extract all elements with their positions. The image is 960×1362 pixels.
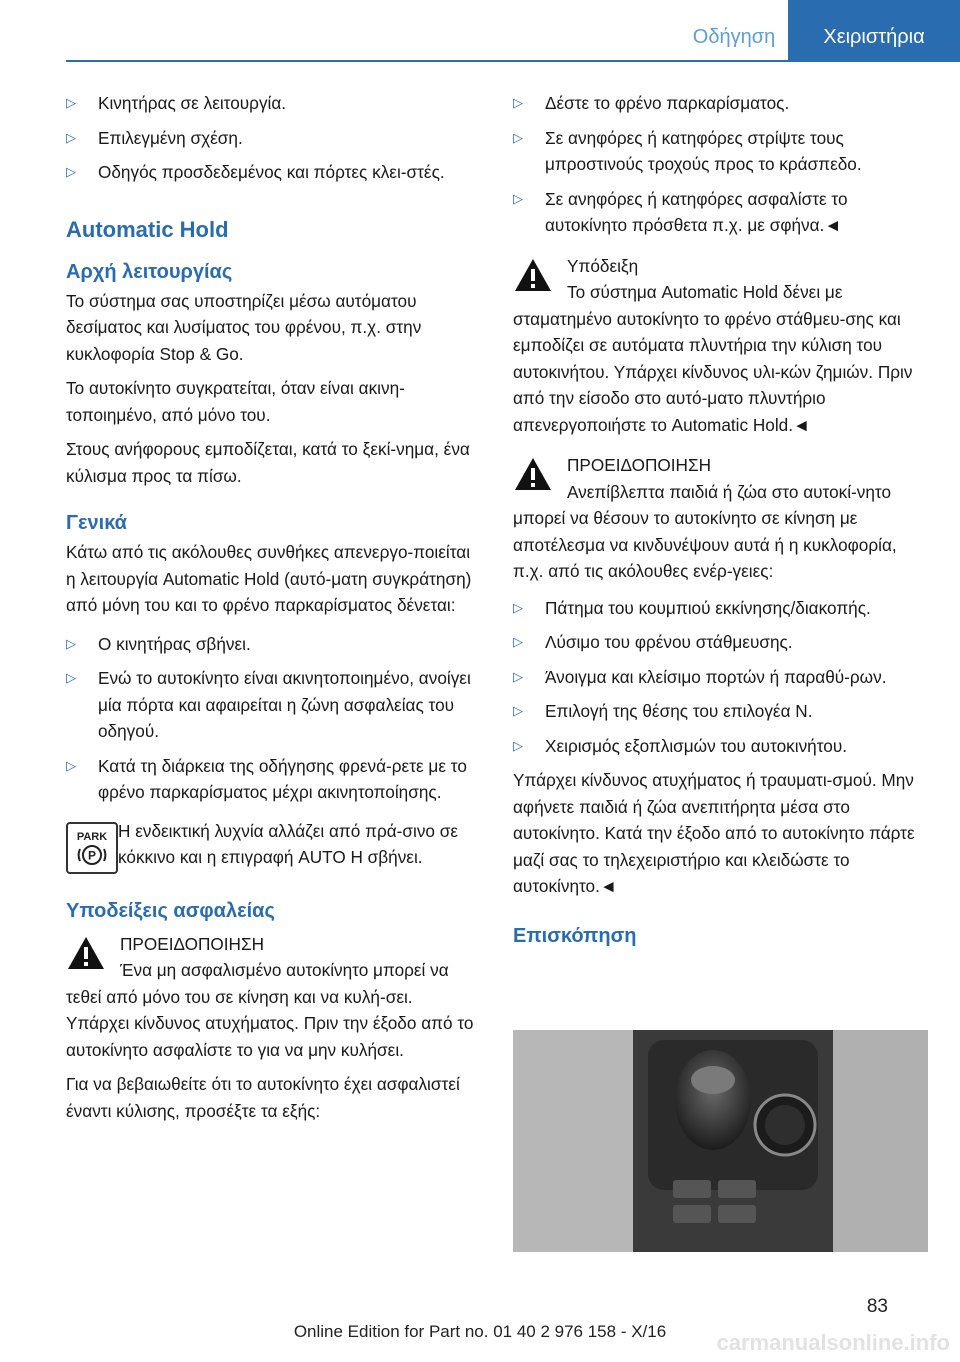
park-note-text: Η ενδεικτική λυχνία αλλάζει από πρά‐σινο σε κόκκινο και η επιγραφή AUTO H σβήνει. (118, 820, 459, 867)
list-item: ▷ Χειρισμός εξοπλισμών του αυτοκινήτου. (513, 733, 925, 760)
list-item: ▷ Σε ανηφόρες ή κατηφόρες ασφαλίστε το αυτοκίνητο πρόσθετα π.χ. με σφήνα.◄ (513, 186, 925, 239)
list-item: ▷ Δέστε το φρένο παρκαρίσματος. (513, 90, 925, 117)
triangle-bullet-icon: ▷ (66, 95, 76, 110)
triangle-bullet-icon: ▷ (513, 95, 523, 110)
triangle-bullet-icon: ▷ (513, 129, 523, 145)
list-item: ▷ Άνοιγμα και κλείσιμο πορτών ή παραθύ‐ρων. (513, 664, 925, 691)
tab-driving[interactable]: Οδήγηση (692, 26, 776, 48)
warning-block (513, 452, 925, 585)
principle-paragraph: Στους ανήφορους εμποδίζεται, κατά το ξεκί‐νημα, ένα κύλισμα προς τα πίσω. (66, 439, 470, 486)
hint-label: Υπόδειξη (567, 255, 639, 276)
triangle-bullet-icon: ▷ (513, 668, 523, 684)
triangle-bullet-icon: ▷ (66, 635, 76, 651)
park-indicator-note (66, 818, 476, 871)
park-brake-icon (66, 822, 118, 874)
warning-block (66, 931, 476, 1064)
list-item: ▷ Λύσιμο του φρένου στάθμευσης. (513, 629, 925, 656)
list-item: ▷ Κινητήρας σε λειτουργία. (66, 90, 476, 117)
park-icon-label: PARK (76, 830, 108, 843)
warning-text: Ανεπίβλεπτα παιδιά ή ζώα στο αυτοκί‐νητο μπορεί να θέσουν το αυτοκίνητο σε κίνηση με αποτέλεσμα να κινδυνέψουν αυτά ή η κυκλοφορία, π.χ. από τις ακόλουθες ενέρ‐γειες: (513, 481, 897, 581)
list-item: ▷ Ο κινητήρας σβήνει. (66, 631, 476, 658)
page-number: 83 (866, 1296, 888, 1317)
general-paragraph: Κάτω από τις ακόλουθες συνθήκες απενεργο‐ποιείται η λειτουργία Automatic Hold (αυτό‐ματη συγκράτηση) από μόνη του και το φρένο παρκαρίσματος δένεται: (66, 542, 472, 615)
triangle-bullet-icon: ▷ (513, 737, 523, 753)
list-item: ▷ Οδηγός προσδεδεμένος και πόρτες κλει‐στές. (66, 159, 476, 186)
safety-paragraph: Για να βεβαιωθείτε ότι το αυτοκίνητο έχει ασφαλιστεί έναντι κύλισης, προσέξτε τα εξής: (66, 1074, 460, 1121)
warning-label: ΠΡΟΕΙΔΟΠΟΙΗΣΗ (120, 933, 264, 954)
triangle-bullet-icon: ▷ (513, 634, 523, 649)
list-item: ▷ Πάτημα του κουμπιού εκκίνησης/διακοπής. (513, 595, 925, 622)
warning-triangle-icon (513, 257, 553, 293)
warning-text: Ένα μη ασφαλισμένο αυτοκίνητο μπορεί να τεθεί από μόνο του σε κίνηση και να κυλή‐σει. Υπάρχει κίνδυνος ατυχήματος. Πριν την έξοδο από το αυτοκίνητο ασφαλίστε το για να μην κυλήσει. (66, 960, 474, 1060)
triangle-bullet-icon: ▷ (66, 670, 76, 685)
list-item: ▷ Ενώ το αυτοκίνητο είναι ακινητοποιημένο, ανοίγει μία πόρτα και αφαιρείται η ζώνη ασφαλείας του οδηγού. (66, 665, 476, 745)
triangle-bullet-icon: ▷ (513, 599, 523, 615)
hint-block (513, 253, 925, 439)
center-console-photo (513, 1030, 928, 1252)
heading-overview: Επισκόπηση (513, 924, 637, 947)
heading-principle: Αρχή λειτουργίας (66, 260, 233, 283)
left-column (66, 90, 476, 1132)
hint-text: Το σύστημα Automatic Hold δένει με σταματημένο αυτοκίνητο το φρένο στάθμευ‐σης και εμποδίζει σε αυτόματα πλυντήρια την κύλιση του αυτοκινήτου. Υπάρχει κίνδυνος υλι‐κών ζημιών. Πριν από την είσοδο στο αυτό‐ματο πλυντήριο απενεργοποιήστε το Automatic Hold.◄ (513, 282, 913, 435)
closing-paragraph: Υπάρχει κίνδυνος ατυχήματος ή τραυματι‐σμού. Μην αφήνετε παιδιά ή ζώα ανεπιτήρητα μέσα στο αυτοκίνητο. Κατά την έξοδο από το αυτοκίνητο πάρτε μαζί σας το τηλεχειριστήριο και κλειδώστε το αυτοκίνητο.◄ (513, 770, 915, 896)
list-item: ▷ Επιλεγμένη σχέση. (66, 125, 476, 152)
right-column (513, 90, 925, 950)
triangle-bullet-icon: ▷ (66, 164, 76, 179)
triangle-bullet-icon: ▷ (513, 190, 523, 206)
warning-triangle-icon (513, 456, 553, 492)
header-divider (66, 60, 892, 62)
warning-triangle-icon (66, 935, 106, 971)
triangle-bullet-icon: ▷ (66, 757, 76, 773)
principle-paragraph: Το αυτοκίνητο συγκρατείται, όταν είναι ακινη‐τοποιημένο, από μόνο του. (66, 378, 405, 425)
heading-safety: Υποδείξεις ασφαλείας (66, 899, 275, 922)
triangle-bullet-icon: ▷ (513, 703, 523, 718)
principle-paragraph: Το σύστημα σας υποστηρίζει μέσω αυτόματου δεσίματος και λυσίματος του φρένου, π.χ. στην κυκλοφορία Stop & Go. (66, 290, 422, 364)
header-tabs (680, 0, 960, 62)
warning-label: ΠΡΟΕΙΔΟΠΟΙΗΣΗ (567, 455, 711, 475)
list-item: ▷ Κατά τη διάρκεια της οδήγησης φρενά‐ρετε με το φρένο παρκαρίσματος μέχρι ακινητοποίησης. (66, 753, 476, 806)
list-item: ▷ Επιλογή της θέσης του επιλογέα N. (513, 698, 925, 725)
list-item: ▷ Σε ανηφόρες ή κατηφόρες στρίψτε τους μπροστινούς τροχούς προς το κράσπεδο. (513, 125, 925, 178)
edition-footer: Online Edition for Part no. 01 40 2 976 158 - X/16 (293, 1322, 667, 1341)
heading-general: Γενικά (66, 512, 127, 534)
tab-controls[interactable]: Χειριστήρια (788, 0, 960, 62)
triangle-bullet-icon: ▷ (66, 129, 76, 145)
section-title-automatic-hold: Automatic Hold (66, 216, 229, 242)
watermark: carmanualsonline.info (716, 1330, 950, 1355)
park-icon-symbol: P (87, 848, 97, 862)
